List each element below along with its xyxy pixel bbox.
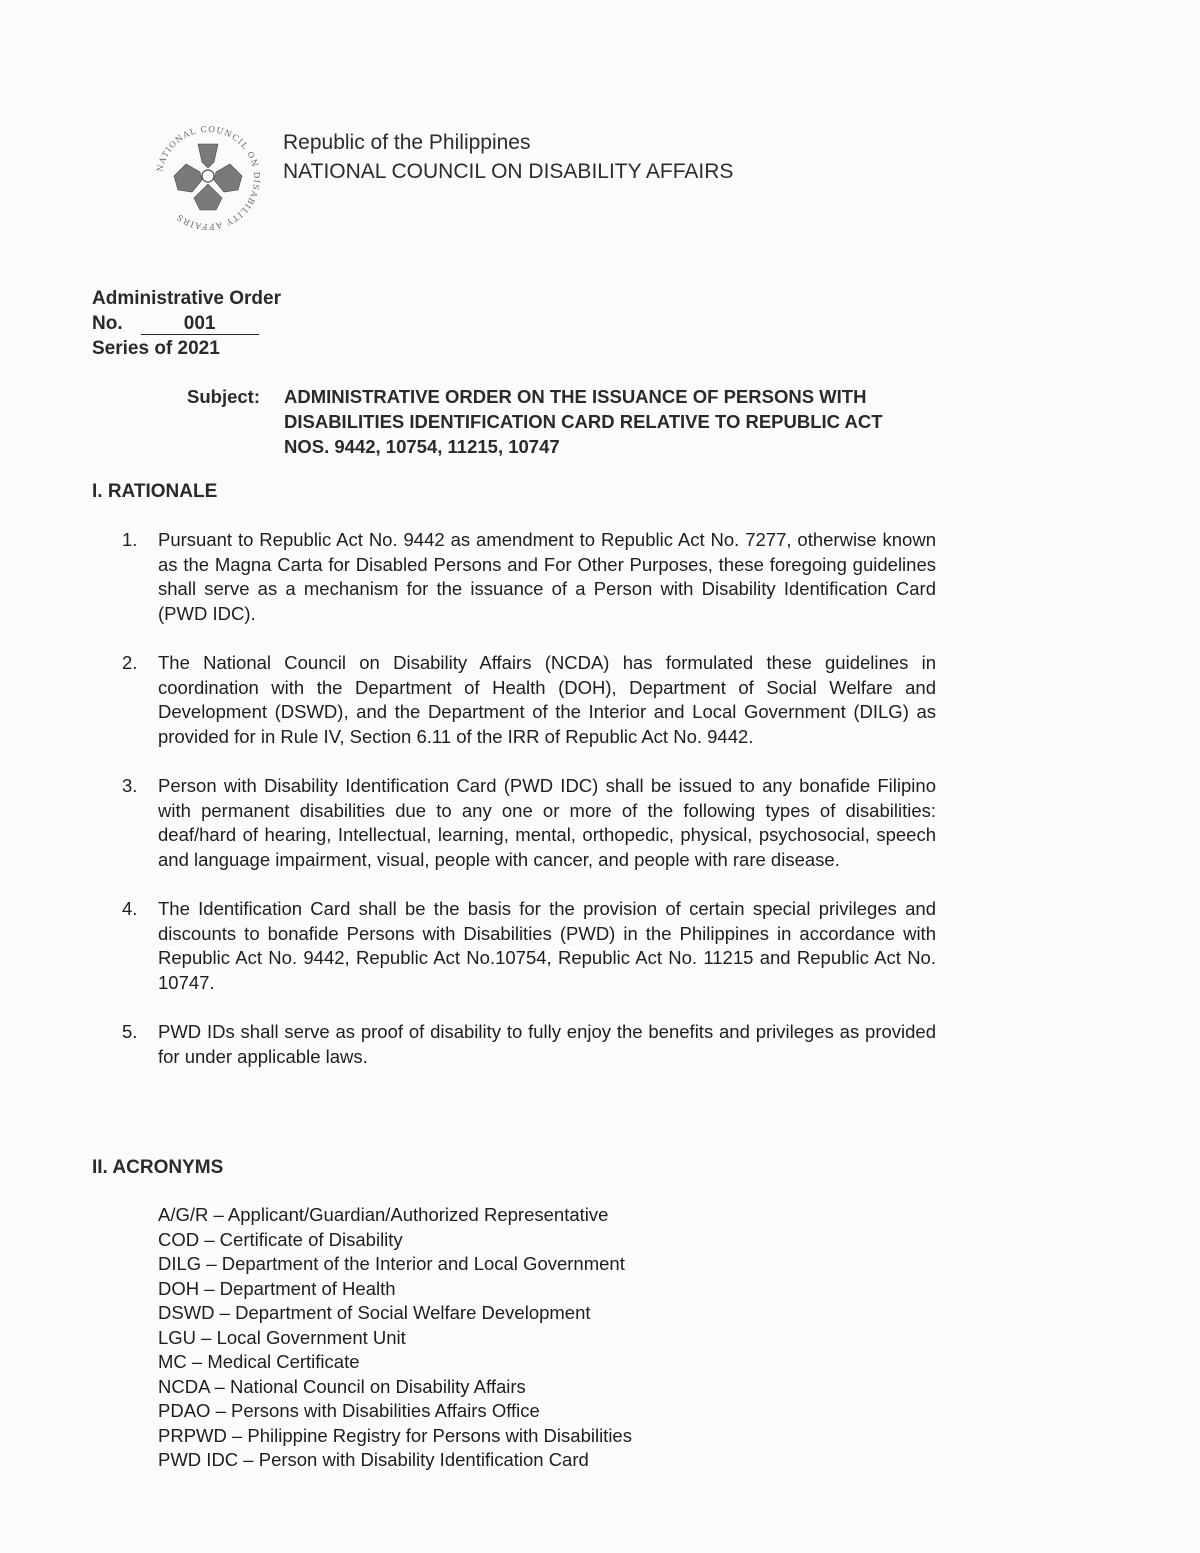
letterhead <box>283 128 733 186</box>
acronym-item: LGU – Local Government Unit <box>158 1326 406 1348</box>
svg-text:NATIONAL COUNCIL ON DISABILITY: NATIONAL COUNCIL ON DISABILITY AFFAIRS <box>154 123 263 233</box>
item-number: 4. <box>122 898 138 919</box>
subject-text: ADMINISTRATIVE ORDER ON THE ISSUANCE OF PERSONS WITH DISABILITIES IDENTIFICATION CARD RELATIVE TO REPUBLIC ACT NOS. 9442, 10754, 11215, 10747 <box>284 386 883 457</box>
rationale-item <box>122 528 936 626</box>
item-text: PWD IDs shall serve as proof of disability to fully enjoy the benefits and privileges as provided for under applicable laws. <box>158 1021 936 1067</box>
rationale-item <box>122 774 936 872</box>
rationale-item <box>122 1020 936 1069</box>
item-text: Pursuant to Republic Act No. 9442 as amendment to Republic Act No. 7277, otherwise known as the Magna Carta for Disabled Persons and For Other Purposes, these foregoing guidelines shall serve as a mechanism for the issuance of a Person with Disability Identification Card (PWD IDC). <box>158 529 936 624</box>
acronym-item: PDAO – Persons with Disabilities Affairs Office <box>158 1400 540 1421</box>
rationale-item <box>122 897 936 995</box>
item-number: 3. <box>122 775 138 796</box>
acronym-item: A/G/R – Applicant/Guardian/Authorized Representative <box>158 1204 609 1225</box>
acronym-item: DOH – Department of Health <box>158 1277 396 1299</box>
item-text: The National Council on Disability Affairs (NCDA) has formulated these guidelines in coordination with the Department of Health (DOH), Department of Social Welfare and Development (DSWD), and the Department of the Interior and Local Government (DILG) as provided for in Rule IV, Section 6.11 of the IRR of Republic Act No. 9442. <box>158 652 936 747</box>
order-block <box>92 286 281 361</box>
letterhead-republic: Republic of the Philippines <box>283 131 531 154</box>
item-number: 1. <box>122 529 138 550</box>
acronym-item: DSWD – Department of Social Welfare Development <box>158 1302 591 1323</box>
rationale-list <box>122 528 936 1069</box>
order-title: Administrative Order <box>92 288 281 309</box>
rationale-item <box>122 651 936 749</box>
acronyms-heading: II. ACRONYMS <box>92 1157 224 1178</box>
letterhead-agency: NATIONAL COUNCIL ON DISABILITY AFFAIRS <box>283 160 734 183</box>
acronym-item: MC – Medical Certificate <box>158 1351 360 1372</box>
subject-label: Subject: <box>187 386 260 407</box>
acronym-list <box>158 1203 632 1473</box>
item-text: The Identification Card shall be the basis for the provision of certain special privileges and discounts to bonafide Persons with Disabilities (PWD) in the Philippines in accordance with Republic Act No. 9442, Republic Act No.10754, Republic Act No. 11215 and Republic Act No. 10747. <box>158 898 936 993</box>
acronym-item: NCDA – National Council on Disability Affairs <box>158 1375 526 1397</box>
acronym-item: DILG – Department of the Interior and Local Government <box>158 1253 625 1274</box>
order-number-label: No. <box>92 313 123 334</box>
acronym-item: PRPWD – Philippine Registry for Persons with Disabilities <box>158 1424 632 1446</box>
item-text: Person with Disability Identification Card (PWD IDC) shall be issued to any bonafide Filipino with permanent disabilities due to any one or more of the following types of disabilities: deaf/hard of hearing, Intellectual, learning, mental, orthopedic, physical, psychosocial, speech and language impairment, visual, people with cancer, and people with rare disease. <box>158 775 936 870</box>
acronym-item: COD – Certificate of Disability <box>158 1228 403 1250</box>
order-number-value: 001 <box>141 313 259 335</box>
rationale-heading: I. RATIONALE <box>92 481 218 502</box>
order-series: Series of 2021 <box>92 338 220 359</box>
ncda-seal-logo <box>148 118 268 238</box>
acronym-item: PWD IDC – Person with Disability Identification Card <box>158 1449 589 1470</box>
item-number: 2. <box>122 652 138 673</box>
subject-block <box>187 384 947 459</box>
order-number-line <box>92 311 281 336</box>
item-number: 5. <box>122 1021 138 1042</box>
